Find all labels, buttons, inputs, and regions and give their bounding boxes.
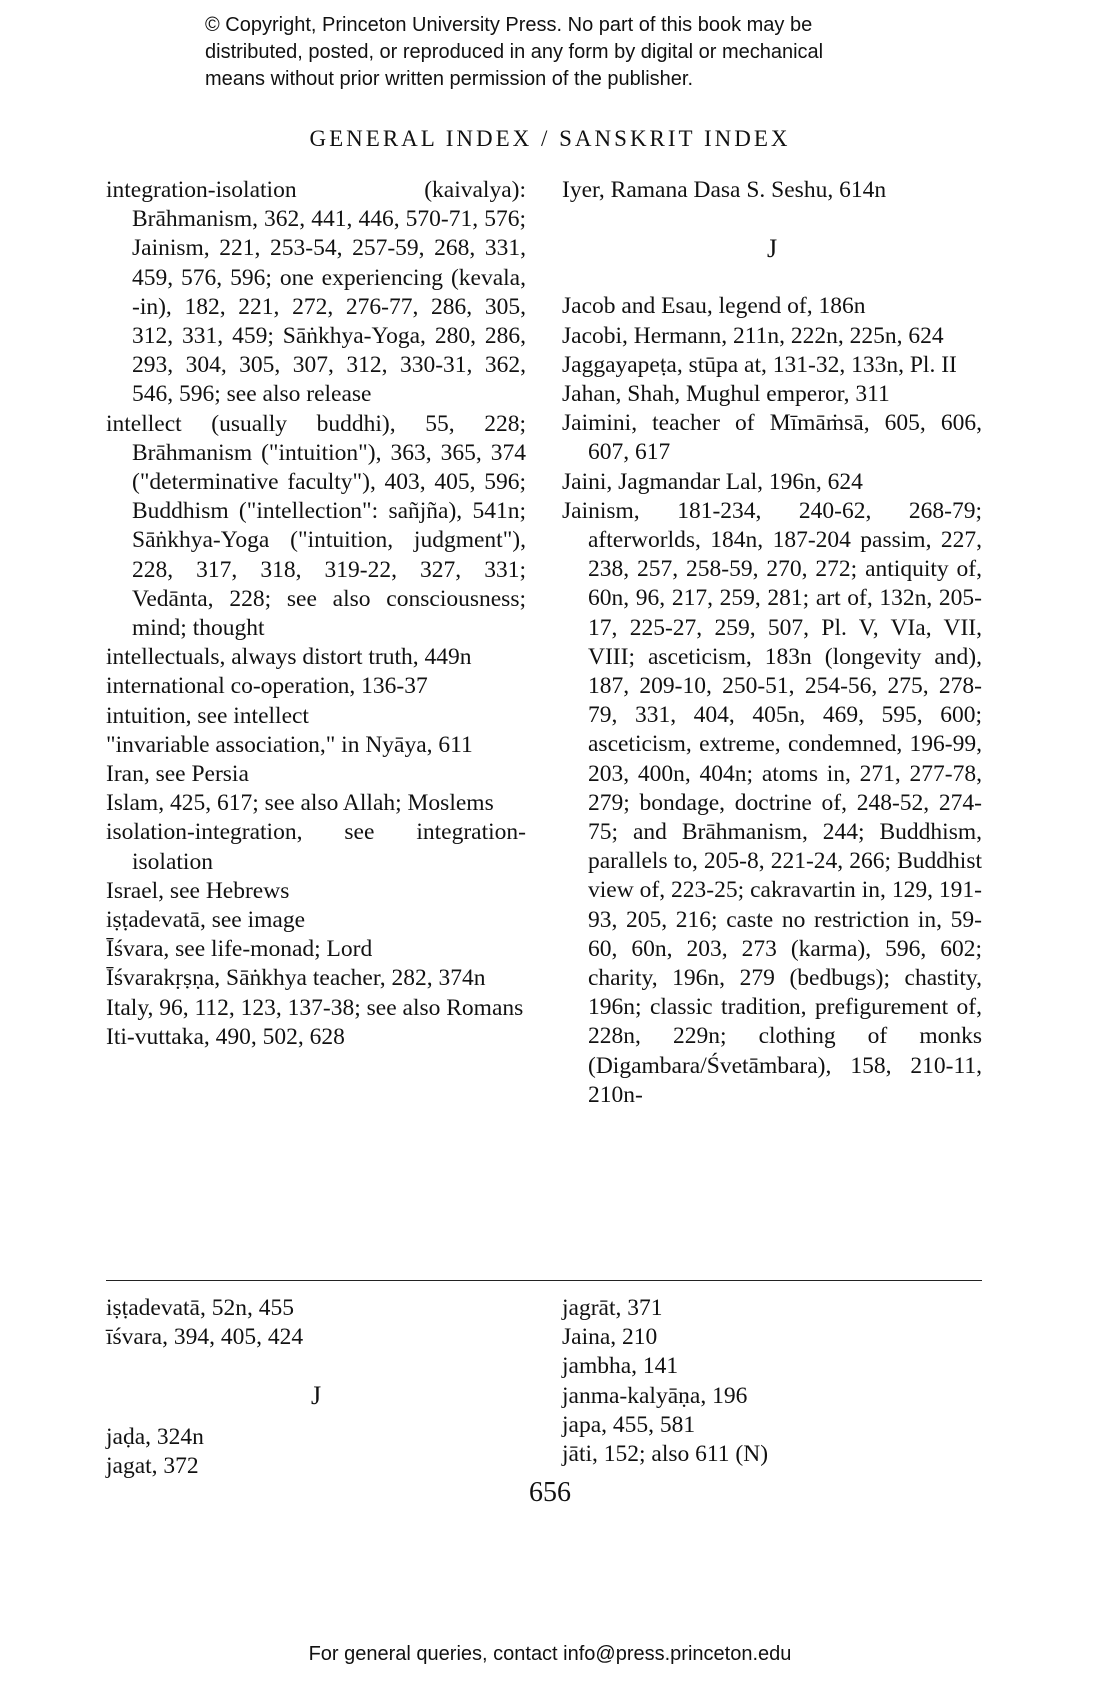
index-entry: Israel, see Hebrews (106, 877, 290, 904)
index-entry: isolation-integration, see integration-isolation (106, 819, 526, 875)
index-entry: Italy, 96, 112, 123, 137-38; see also Romans (106, 994, 524, 1021)
index-entry: Jahan, Shah, Mughul emperor, 311 (562, 381, 890, 408)
index-entry: jaḍa, 324n (106, 1423, 204, 1450)
index-entry: Īśvarakṛṣṇa, Sāṅkhya teacher, 282, 374n (106, 965, 486, 992)
copyright-line: distributed, posted, or reproduced in any form by digital or mechanical (205, 41, 824, 63)
page-number: 656 (529, 1477, 571, 1508)
footer-contact: For general queries, contact info@press.princeton.edu (308, 1643, 792, 1665)
sanskrit-index-left-column (106, 1294, 526, 1481)
copyright-line: means without prior written permission of the publisher. (205, 68, 694, 90)
index-entry: integration-isolation (kaivalya): Brāhmanism, 362, 441, 446, 570-71, 576; Jainism, 221, 253-54, 257-59, 268, 331, 459, 576, 596; one experiencing (kevala, -in), 182, 221, 272, 276-77, 286, 305, 312, 331, 459; Sāṅkhya-Yoga, 280, 286, 293, 304, 305, 307, 312, 330-31, 362, 546, 596; see also release (106, 177, 526, 408)
index-entry: Jaina, 210 (562, 1324, 658, 1351)
index-entry: iṣṭadevatā, 52n, 455 (106, 1295, 294, 1321)
index-entry: "invariable association," in Nyāya, 611 (106, 731, 473, 758)
index-entry: Iti-vuttaka, 490, 502, 628 (106, 1023, 345, 1050)
index-entry: jāti, 152; also 611 (N) (562, 1441, 769, 1468)
index-entry: īśvara, 394, 405, 424 (106, 1324, 304, 1351)
section-divider (106, 1280, 982, 1281)
index-entry: janma-kalyāṇa, 196 (562, 1382, 748, 1409)
index-entry: intuition, see intellect (106, 702, 309, 729)
index-entry: Iyer, Ramana Dasa S. Seshu, 614n (562, 177, 887, 203)
index-entry: Jaini, Jagmandar Lal, 196n, 624 (562, 468, 863, 495)
index-entry: iṣṭadevatā, see image (106, 907, 306, 934)
copyright-notice (205, 12, 965, 93)
sanskrit-index-right-column (562, 1294, 982, 1469)
index-entry: intellect (usually buddhi), 55, 228; Brāhmanism ("intuition"), 363, 365, 374 ("determinative faculty"), 403, 405, 596; Buddhism ("intellection": sañjña), 541n; Sāṅkhya-Yoga ("intuition, judgment"), 228, 317, 318, 319-22, 327, 331; Vedānta, 228; see also consciousness; mind; thought (106, 410, 526, 642)
index-entry: Iran, see Persia (106, 761, 249, 788)
section-letter-heading: J (310, 1381, 322, 1411)
index-entry: Īśvara, see life-monad; Lord (106, 936, 373, 963)
index-entry: intellectuals, always distort truth, 449n (106, 644, 472, 671)
index-entry: Islam, 425, 617; see also Allah; Moslems (106, 790, 494, 817)
index-entry: international co-operation, 136-37 (106, 673, 428, 700)
index-entry: Jacobi, Hermann, 211n, 222n, 225n, 624 (562, 322, 944, 349)
index-entry: jagrāt, 371 (562, 1295, 663, 1321)
running-head: GENERAL INDEX / SANSKRIT INDEX (309, 126, 791, 151)
index-entry: Jainism, 181-234, 240-62, 268-79; afterworlds, 184n, 187-204 passim, 227, 238, 257, 258-59, 270, 272; antiquity of, 60n, 96, 217, 259, 281; art of, 132n, 205-17, 225-27, 259, 507, Pl. V, VIa, VII, VIII; asceticism, 183n (longevity and), 187, 209-10, 250-51, 254-56, 275, 278-79, 331, 404, 405n, 469, 595, 600; asceticism, extreme, condemned, 196-99, 203, 400n, 404n; atoms in, 271, 277-78, 279; bondage, doctrine of, 248-52, 274-75; and Brāhmanism, 244; Buddhism, parallels to, 205-8, 221-24, 266; Buddhist view of, 223-25; cakravartin in, 129, 191-93, 205, 216; caste no restriction in, 59-60, 60n, 203, 273 (karma), 596, 602; charity, 196n, 279 (bedbugs); chastity, 196n; classic tradition, prefigurement of, 228n, 229n; clothing of monks (Digambara/Śvetāmbara), 158, 210-11, 210n- (562, 497, 982, 1108)
index-entry: japa, 455, 581 (562, 1411, 696, 1438)
section-letter-heading: J (766, 234, 778, 264)
index-entry: Jaimini, teacher of Mīmāṁsā, 605, 606, 607, 617 (562, 410, 982, 466)
general-index-left-column (106, 176, 526, 1052)
index-entry: jagat, 372 (106, 1452, 199, 1479)
index-entry: Jacob and Esau, legend of, 186n (562, 293, 866, 320)
index-entry: Jaggayapeṭa, stūpa at, 131-32, 133n, Pl. II (562, 351, 957, 378)
general-index-right-column (562, 176, 982, 1110)
copyright-line: © Copyright, Princeton University Press. No part of this book may be (205, 14, 813, 36)
index-entry: jambha, 141 (562, 1353, 679, 1380)
